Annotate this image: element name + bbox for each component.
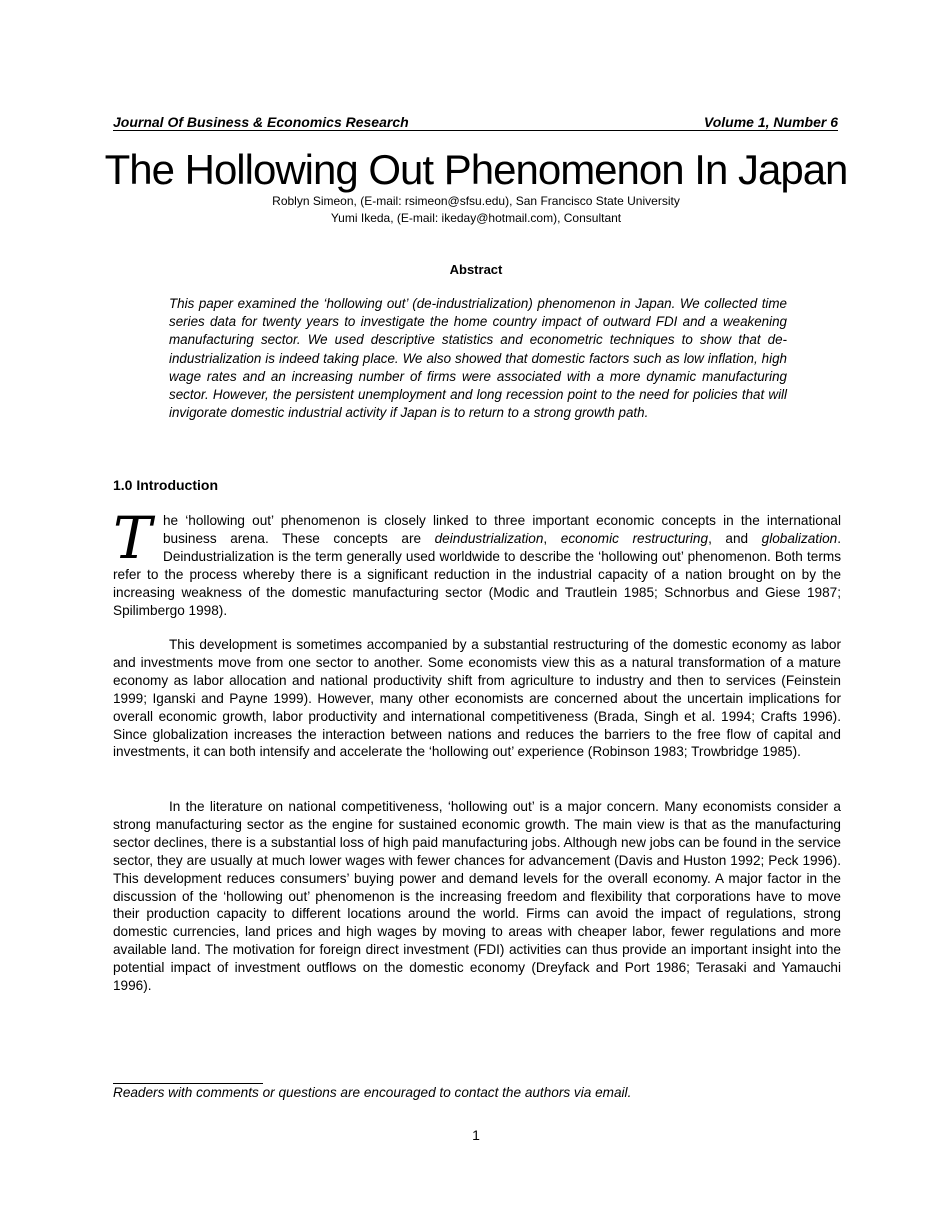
term-economic-restructuring: economic restructuring xyxy=(560,530,709,546)
running-header xyxy=(113,112,838,131)
section-heading-introduction: 1.0 Introduction xyxy=(113,477,218,493)
intro-paragraph-3: In the literature on national competitiveness, ‘hollowing out’ is a major concern. Many economists consider a strong manufacturing sector as the engine for sustained economic growth. The main view is that as the manufacturing sector declines, there is a substantial loss of high paid manufacturing jobs. Although new jobs can be found in the service sector, they are usually at much lower wages with fewer chances for advancement (Davis and Huston 1992; Peck 1996). This development reduces consumers’ buying power and demand levels for the overall economy. A major factor in the discussion of the ‘hollowing out’ phenomenon is the increasing freedom and flexibility that corporations have to move their production capacity to different locations around the world. Firms can avoid the impact of regulations, strong domestic currencies, land prices and high wages by moving to areas with cheaper labor, fewer regulations and more available land. The motivation for foreign direct investment (FDI) activities can thus provide an important insight into the potential impact of investment outflows on the domestic economy (Dreyfack and Port 1986; Terasaki and Yamauchi 1996). xyxy=(113,799,841,994)
intro-paragraph-1: The ‘hollowing out’ phenomenon is closely linked to three important economic concepts in the international business arena. These concepts are deindustrialization, economic restructuring, and globalization. Deindustrialization is the term generally used worldwide to describe the ‘hollowing out’ phenomenon. Both terms refer to the process whereby there is a significant reduction in the industrial capacity of a nation brought on by the increasing weakness of the domestic manufacturing sector (Modic and Trautlein 1985; Schnorbus and Giese 1987; Spilimbergo 1998). xyxy=(113,504,841,618)
page-number: 1 xyxy=(472,1127,480,1143)
footnote: Readers with comments or questions are encouraged to contact the authors via email. xyxy=(113,1085,632,1100)
paper-title: The Hollowing Out Phenomenon In Japan xyxy=(104,146,848,193)
p1-text-end: . Deindustrialization is the term generally used worldwide to describe the ‘hollowing out’ phenomenon. Both terms refer to the process whereby there is a significant reduction in the industrial capacity of a nation brought on by the increasing weakness of the domestic manufacturing sector (Modic and Trautlein 1985; Schnorbus and Giese 1987; Spilimbergo 1998). xyxy=(113,530,841,618)
abstract-text: This paper examined the ‘hollowing out’ (de-industrialization) phenomenon in Japan. We collected time series data for twenty years to investigate the home country impact of outward FDI and a weakening manufacturing sector. We used descriptive statistics and econometric techniques to show that de-industrialization is indeed taking place. We also showed that domestic factors such as low inflation, high wage rates and an increasing number of firms were associated with a more dynamic manufacturing sector. However, the persistent unemployment and long recession point to the need for policies that will invigorate domestic industrial activity if Japan is to return to a strong growth path. xyxy=(169,296,787,421)
p1-text-start: he ‘hollowing out’ phenomenon is closely linked to three important economic concepts in the international business arena. These concepts are xyxy=(163,513,841,546)
volume-info: Volume 1, Number 6 xyxy=(703,114,838,130)
author-line-1: Roblyn Simeon, (E-mail: rsimeon@sfsu.edu), San Francisco State University xyxy=(272,194,680,208)
drop-cap: T xyxy=(113,504,152,572)
term-globalization: globalization xyxy=(761,530,838,546)
intro-paragraph-2: This development is sometimes accompanied by a substantial restructuring of the domestic economy as labor and investments move from one sector to another. Some economists view this as a natural transformation of a mature economy as labor allocation and national productivity shift from agriculture to industry and then to services (Feinstein 1999; Iganski and Payne 1999). However, many other economists are concerned about the uncertain implications for overall economic growth, labor productivity and international competitiveness (Brada, Singh et al. 1994; Crafts 1996). Since globalization increases the interaction between nations and reduces the barriers to the free flow of capital and investments, it can both intensify and accelerate the ‘hollowing out’ experience (Robinson 1983; Trowbridge 1985). xyxy=(113,637,841,760)
author-line-2: Yumi Ikeda, (E-mail: ikeday@hotmail.com), Consultant xyxy=(330,211,622,225)
journal-name: Journal Of Business & Economics Research xyxy=(113,114,409,130)
term-deindustrialization: deindustrialization xyxy=(434,530,544,546)
abstract-heading: Abstract xyxy=(449,262,503,277)
